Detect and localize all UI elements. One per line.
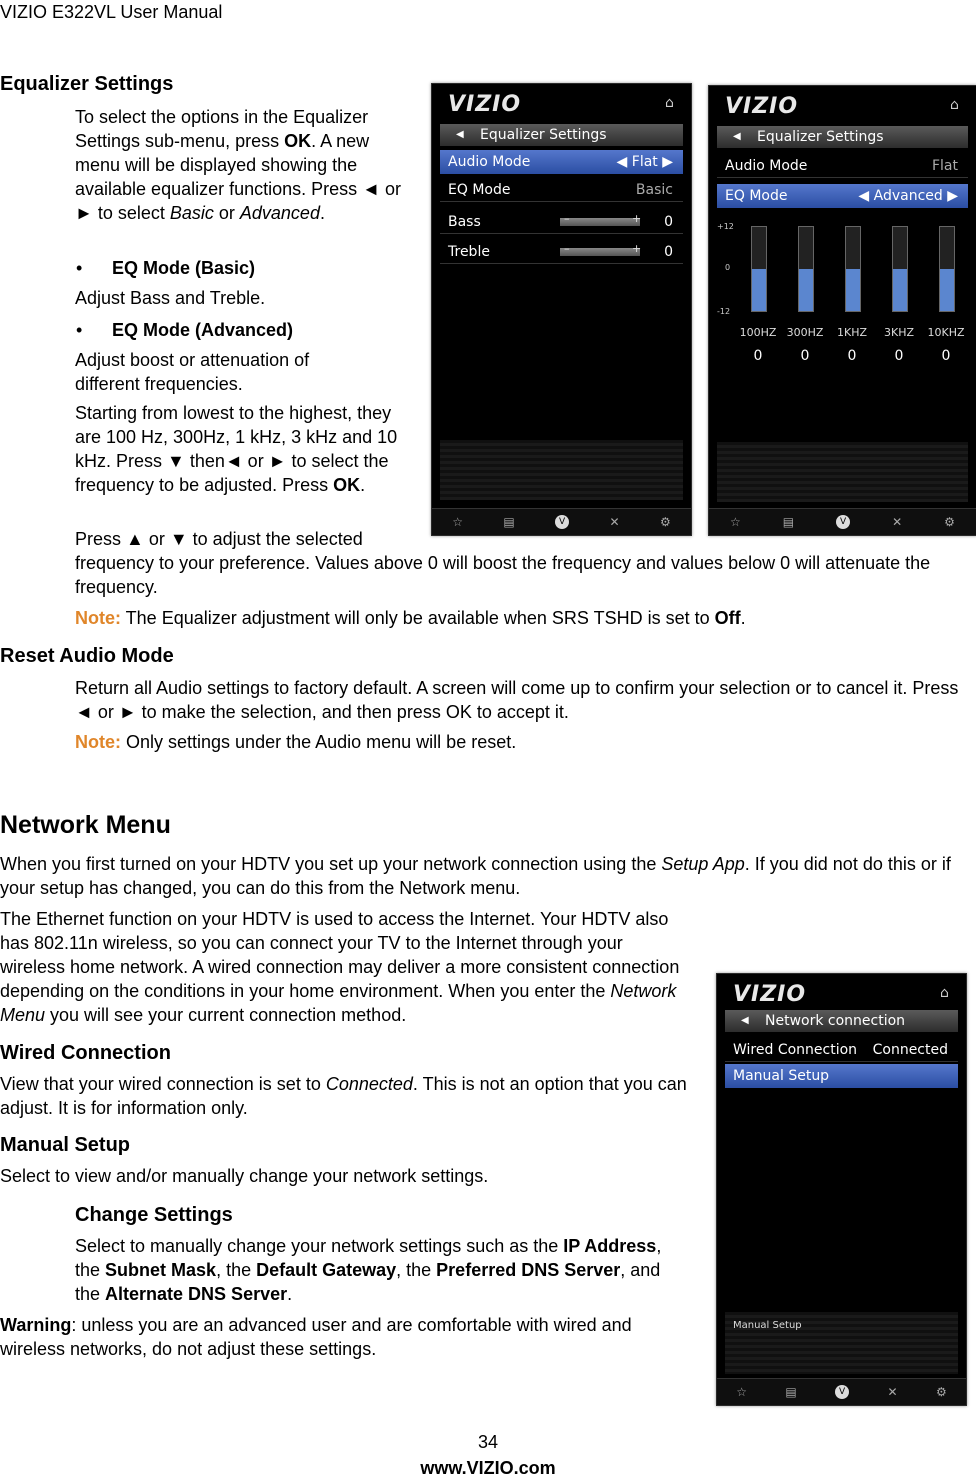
reset-audio-heading: Reset Audio Mode [0, 645, 174, 667]
star-icon[interactable]: ☆ [452, 515, 463, 529]
home-icon: ⌂ [665, 95, 674, 111]
menu-title-bar: ◀ Network connection [725, 1010, 958, 1032]
menu-row-audio-mode[interactable]: Audio Mode Flat [717, 154, 968, 178]
menu-row-treble[interactable]: Treble – + 0 [440, 240, 683, 264]
vizio-logo: VIZIO [733, 982, 807, 1007]
network-menu-heading: Network Menu [0, 811, 171, 839]
close-icon[interactable]: ✕ [609, 515, 620, 529]
eq-band-value: 0 [753, 348, 763, 364]
help-text: Manual Setup [733, 1320, 802, 1331]
page-number: 34 [477, 1432, 499, 1452]
wired-connection-heading: Wired Connection [0, 1042, 171, 1064]
home-icon: ⌂ [940, 985, 949, 1001]
menu-icon[interactable]: ▤ [503, 515, 515, 529]
menu-title-bar: ◀ Equalizer Settings [440, 124, 683, 146]
menu-row-eq-mode[interactable]: EQ Mode Basic [440, 178, 683, 202]
manual-setup-heading: Manual Setup [0, 1134, 131, 1156]
tv-footer [709, 508, 976, 535]
menu-row-wired-connection[interactable]: Wired Connection Connected [725, 1038, 958, 1062]
wired-connection-text: View that your wired connection is set to Connected. This is not an option that you can adjust. It is for information only. [0, 1074, 687, 1118]
bullet-eq-basic: • EQ Mode (Basic) [112, 256, 255, 280]
vizio-v-icon[interactable]: V [555, 515, 569, 529]
home-icon: ⌂ [950, 97, 959, 113]
eq-band-fill [940, 269, 954, 311]
footer-url: www.VIZIO.com [420, 1458, 556, 1478]
document-header: VIZIO E322VL User Manual [0, 2, 223, 22]
manual-setup-text: Select to view and/or manually change your network settings. [0, 1166, 489, 1186]
eq-band-label: 10KHZ [927, 326, 965, 339]
star-icon[interactable]: ☆ [736, 1385, 747, 1399]
eq-band-label: 1KHZ [836, 326, 868, 339]
eq-band-label: 3KHZ [883, 326, 915, 339]
equalizer-intro: To select the options in the Equalizer Settings sub-menu, press OK. A new menu will be displayed showing the available equalizer functions. Press ◄ or ► to select Basic or Advanced. [75, 107, 401, 223]
vizio-logo: VIZIO [725, 94, 799, 119]
gear-icon[interactable]: ⚙ [944, 515, 955, 529]
eq-scale-mid: 0 [725, 263, 731, 272]
press-adjust-line: Press ▲ or ▼ to adjust the selected [75, 529, 363, 549]
screen-texture [717, 442, 968, 502]
reset-audio-text: Return all Audio settings to factory default. A screen will come up to confirm your selection or to cancel it. Press ◄ or ► to make the selection, and then press OK to accept it. [75, 678, 959, 722]
menu-row-manual-setup[interactable]: Manual Setup [725, 1064, 958, 1088]
vizio-v-icon[interactable]: V [836, 515, 850, 529]
vizio-logo: VIZIO [448, 92, 522, 117]
star-icon[interactable]: ☆ [730, 515, 741, 529]
close-icon[interactable]: ✕ [892, 515, 903, 529]
bass-slider[interactable] [560, 218, 640, 226]
eq-band-fill [846, 269, 860, 311]
gear-icon[interactable]: ⚙ [660, 515, 671, 529]
eq-band-value: 0 [894, 348, 904, 364]
eq-scale-top: +12 [717, 222, 734, 231]
eq-band-label: 300HZ [786, 326, 824, 339]
eq-band-slider[interactable] [845, 226, 861, 312]
close-icon[interactable]: ✕ [887, 1385, 898, 1399]
eq-band-slider[interactable] [892, 226, 908, 312]
eq-scale-bottom: -12 [717, 307, 731, 316]
reset-audio-note: Note: Only settings under the Audio menu will be reset. [75, 732, 517, 752]
treble-slider[interactable] [560, 248, 640, 256]
eq-band-slider[interactable] [939, 226, 955, 312]
eq-basic-desc: Adjust Bass and Treble. [75, 288, 266, 308]
eq-band-fill [799, 269, 813, 311]
tv-screen-eq-advanced [708, 85, 976, 536]
gear-icon[interactable]: ⚙ [936, 1385, 947, 1399]
tv-screen-network [716, 973, 967, 1406]
press-adjust-continued: frequency to your preference. Values above 0 will boost the frequency and values below 0 will attenuate the frequency. [75, 553, 931, 597]
change-settings-text: Select to manually change your network settings such as the IP Address, the Subnet Mask, the Default Gateway, the Preferred DNS Server, and the Alternate DNS Server. [75, 1236, 662, 1304]
eq-advanced-desc: Adjust boost or attenuation of different frequencies. [75, 350, 310, 394]
menu-row-bass[interactable]: Bass – + 0 [440, 210, 683, 234]
menu-row-eq-mode[interactable]: EQ Mode ◀ Advanced ▶ [717, 184, 968, 208]
eq-band-value: 0 [847, 348, 857, 364]
eq-band-slider[interactable] [751, 226, 767, 312]
frequency-instructions: Starting from lowest to the highest, they are 100 Hz, 300Hz, 1 kHz, 3 kHz and 10 kHz. Press ▼ then◄ or ► to select the frequency to be adjusted. Press OK. [75, 403, 398, 495]
eq-band-label: 100HZ [739, 326, 777, 339]
menu-icon[interactable]: ▤ [785, 1385, 797, 1399]
eq-band-slider[interactable] [798, 226, 814, 312]
eq-band-fill [752, 269, 766, 311]
menu-title-bar: ◀ Equalizer Settings [717, 126, 968, 148]
eq-band-value: 0 [941, 348, 951, 364]
menu-row-audio-mode[interactable]: Audio Mode ◀ Flat ▶ [440, 150, 683, 174]
vizio-v-icon[interactable]: V [835, 1385, 849, 1399]
screen-texture [440, 440, 683, 500]
tv-screen-eq-basic [431, 83, 692, 536]
warning-text: Warning: unless you are an advanced user and are comfortable with wired and wireless networks, do not adjust these settings. [0, 1315, 632, 1359]
equalizer-note: Note: The Equalizer adjustment will only be available when SRS TSHD is set to Off. [75, 608, 746, 628]
tv-footer [432, 508, 691, 535]
equalizer-heading: Equalizer Settings [0, 73, 174, 95]
network-ethernet-paragraph: The Ethernet function on your HDTV is used to access the Internet. Your HDTV also has 802.11n wireless, so you can connect your TV to the Internet through your wireless home network. A wired connection may deliver a more consistent connection depending on the conditions in your home environment. When you enter the Network Menu you will see your current connection method. [0, 909, 680, 1025]
tv-footer [717, 1378, 966, 1405]
menu-icon[interactable]: ▤ [782, 515, 795, 529]
eq-band-fill [893, 269, 907, 311]
bullet-eq-advanced: • EQ Mode (Advanced) [112, 318, 293, 342]
change-settings-heading: Change Settings [75, 1204, 233, 1226]
eq-band-value: 0 [800, 348, 810, 364]
network-intro: When you first turned on your HDTV you set up your network connection using the Setup App. If you did not do this or if your setup has changed, you can do this from the Network menu. [0, 854, 951, 898]
